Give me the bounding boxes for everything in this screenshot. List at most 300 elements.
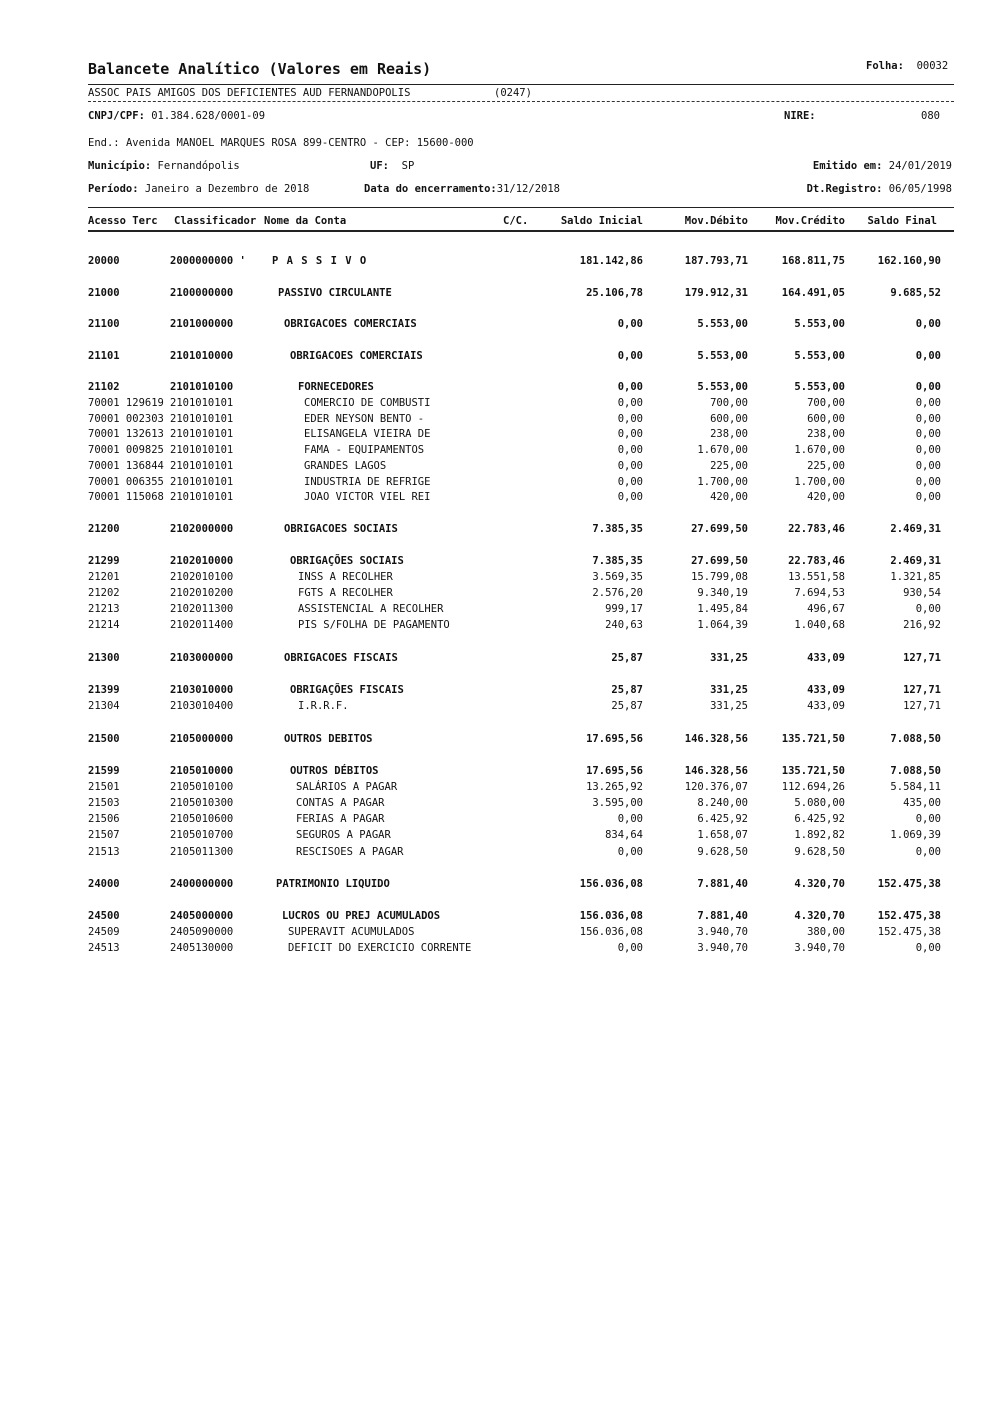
account-code: 21100 <box>88 318 120 330</box>
saldo-inicial: 25.106,78 <box>586 287 643 299</box>
periodo <box>88 183 309 195</box>
saldo-inicial: 25,87 <box>611 652 643 664</box>
account-name: DEFICIT DO EXERCICIO CORRENTE <box>288 942 472 954</box>
classifier: 2102011400 <box>170 619 234 631</box>
saldo-inicial: 17.695,56 <box>586 765 643 777</box>
account-name: EDER NEYSON BENTO - <box>304 413 425 425</box>
saldo-final: 152.475,38 <box>877 910 941 922</box>
page-number <box>866 60 948 72</box>
account-name: FORNECEDORES <box>298 381 374 393</box>
account-name: OBRIGACOES FISCAIS <box>284 652 398 664</box>
table-row <box>0 781 992 796</box>
saldo-inicial: 0,00 <box>617 428 643 440</box>
saldo-final: 435,00 <box>903 797 941 809</box>
classifier: 2405130000 <box>170 942 234 954</box>
saldo-final: 5.584,11 <box>890 781 941 793</box>
mov-credito: 5.553,00 <box>794 318 845 330</box>
mov-credito: 135.721,50 <box>781 733 845 745</box>
municipio <box>88 160 240 172</box>
mov-debito: 120.376,07 <box>684 781 748 793</box>
mov-credito: 5.080,00 <box>794 797 845 809</box>
uf-label: UF: <box>370 160 389 172</box>
classifier: 2105000000 <box>170 733 234 745</box>
saldo-inicial: 0,00 <box>617 444 643 456</box>
mov-credito: 433,09 <box>807 700 845 712</box>
saldo-inicial: 3.569,35 <box>592 571 643 583</box>
saldo-final: 152.475,38 <box>877 878 941 890</box>
address-label: End.: <box>88 137 120 149</box>
col-mov-debito: Mov.Débito <box>684 215 748 227</box>
account-name: SEGUROS A PAGAR <box>296 829 391 841</box>
classifier: 2101010000 <box>170 350 234 362</box>
mov-credito: 600,00 <box>807 413 845 425</box>
columns-bottom-rule <box>88 230 954 232</box>
folha-value: 00032 <box>916 60 949 72</box>
table-row <box>0 878 992 893</box>
classifier: 2405000000 <box>170 910 234 922</box>
account-name: OBRIGACOES COMERCIAIS <box>290 350 423 362</box>
account-code: 21599 <box>88 765 120 777</box>
saldo-final: 2.469,31 <box>890 555 941 567</box>
cnpj-label: CNPJ/CPF: <box>88 110 145 122</box>
saldo-inicial: 0,00 <box>617 846 643 858</box>
saldo-inicial: 2.576,20 <box>592 587 643 599</box>
account-name: P A S S I V O <box>272 255 368 267</box>
account-name: COMERCIO DE COMBUSTI <box>304 397 431 409</box>
col-saldo-final: Saldo Final <box>867 215 937 227</box>
saldo-final: 0,00 <box>915 460 941 472</box>
saldo-final: 0,00 <box>915 813 941 825</box>
account-name: ELISANGELA VIEIRA DE <box>304 428 431 440</box>
account-name: I.R.R.F. <box>298 700 349 712</box>
account-code: 70001 129619 <box>88 397 164 409</box>
account-name: FERIAS A PAGAR <box>296 813 385 825</box>
table-row <box>0 813 992 828</box>
emitido-value: 24/01/2019 <box>888 160 952 172</box>
mov-debito: 3.940,70 <box>697 942 748 954</box>
classifier: 2101010101 <box>170 397 234 409</box>
mov-debito: 331,25 <box>710 700 748 712</box>
saldo-inicial: 0,00 <box>617 350 643 362</box>
table-row <box>0 700 992 715</box>
classifier: 2102010200 <box>170 587 234 599</box>
saldo-final: 0,00 <box>915 413 941 425</box>
mov-debito: 3.940,70 <box>697 926 748 938</box>
entity-code: (0247) <box>494 87 532 99</box>
account-code: 21506 <box>88 813 120 825</box>
classifier: 2400000000 <box>170 878 234 890</box>
uf <box>370 160 414 172</box>
account-code: 21200 <box>88 523 120 535</box>
folha-label: Folha: <box>866 60 904 72</box>
table-row <box>0 460 992 475</box>
saldo-final: 0,00 <box>915 444 941 456</box>
account-name: INSS A RECOLHER <box>298 571 393 583</box>
table-row <box>0 350 992 365</box>
registro <box>807 183 952 195</box>
mov-credito: 1.892,82 <box>794 829 845 841</box>
mov-debito: 1.700,00 <box>697 476 748 488</box>
classifier: 2101010101 <box>170 413 234 425</box>
encerramento-value: 31/12/2018 <box>496 183 560 195</box>
mov-credito: 7.694,53 <box>794 587 845 599</box>
account-name: OBRIGAÇÕES FISCAIS <box>290 684 404 696</box>
classifier: 2101010101 <box>170 491 234 503</box>
mov-debito: 238,00 <box>710 428 748 440</box>
classifier: 2105010300 <box>170 797 234 809</box>
col-classificador: Classificador <box>174 215 257 227</box>
saldo-inicial: 3.595,00 <box>592 797 643 809</box>
mov-debito: 146.328,56 <box>684 733 748 745</box>
account-code: 21201 <box>88 571 120 583</box>
classifier: 2105010100 <box>170 781 234 793</box>
mov-debito: 420,00 <box>710 491 748 503</box>
mov-credito: 4.320,70 <box>794 878 845 890</box>
account-code: 21500 <box>88 733 120 745</box>
mov-debito: 15.799,08 <box>691 571 748 583</box>
table-row <box>0 910 992 925</box>
classifier: 2103010400 <box>170 700 234 712</box>
periodo-label: Período: <box>88 183 139 195</box>
account-code: 21101 <box>88 350 120 362</box>
cnpj <box>88 110 265 122</box>
classifier: 2103010000 <box>170 684 234 696</box>
account-name: LUCROS OU PREJ ACUMULADOS <box>282 910 441 922</box>
saldo-final: 7.088,50 <box>890 765 941 777</box>
mov-credito: 1.700,00 <box>794 476 845 488</box>
saldo-inicial: 0,00 <box>617 942 643 954</box>
table-row <box>0 287 992 302</box>
emitido-label: Emitido em: <box>812 160 883 172</box>
saldo-final: 0,00 <box>915 350 941 362</box>
saldo-inicial: 181.142,86 <box>579 255 643 267</box>
emitido <box>813 160 952 172</box>
table-row <box>0 444 992 459</box>
saldo-inicial: 0,00 <box>617 397 643 409</box>
account-name: OBRIGAÇÕES SOCIAIS <box>290 555 404 567</box>
account-name: FGTS A RECOLHER <box>298 587 393 599</box>
saldo-final: 930,54 <box>903 587 941 599</box>
classifier: 2103000000 <box>170 652 234 664</box>
table-row <box>0 413 992 428</box>
table-row <box>0 381 992 396</box>
saldo-final: 7.088,50 <box>890 733 941 745</box>
table-row <box>0 926 992 941</box>
classifier: 2405090000 <box>170 926 234 938</box>
mov-credito: 238,00 <box>807 428 845 440</box>
mov-credito: 135.721,50 <box>781 765 845 777</box>
account-code: 21213 <box>88 603 120 615</box>
account-code: 21214 <box>88 619 120 631</box>
saldo-inicial: 156.036,08 <box>579 910 643 922</box>
header-rule <box>88 84 954 85</box>
saldo-inicial: 156.036,08 <box>579 926 643 938</box>
saldo-inicial: 25,87 <box>611 684 643 696</box>
encerramento-label: Data do encerramento: <box>364 183 497 195</box>
mov-credito: 5.553,00 <box>794 381 845 393</box>
saldo-inicial: 7.385,35 <box>592 523 643 535</box>
account-code: 21513 <box>88 846 120 858</box>
table-row <box>0 587 992 602</box>
account-code: 21299 <box>88 555 120 567</box>
table-row <box>0 491 992 506</box>
saldo-final: 0,00 <box>915 428 941 440</box>
table-row <box>0 684 992 699</box>
classifier: 2000000000 ' <box>170 255 246 267</box>
account-name: INDUSTRIA DE REFRIGE <box>304 476 431 488</box>
saldo-final: 127,71 <box>903 700 941 712</box>
municipio-label: Município: <box>88 160 152 172</box>
table-row <box>0 555 992 570</box>
account-code: 70001 136844 <box>88 460 164 472</box>
account-code: 24513 <box>88 942 120 954</box>
saldo-inicial: 17.695,56 <box>586 733 643 745</box>
mov-debito: 700,00 <box>710 397 748 409</box>
saldo-inicial: 240,63 <box>605 619 643 631</box>
account-name: SALÁRIOS A PAGAR <box>296 781 398 793</box>
saldo-final: 0,00 <box>915 942 941 954</box>
mov-debito: 9.340,19 <box>697 587 748 599</box>
mov-credito: 112.694,26 <box>781 781 845 793</box>
table-row <box>0 765 992 780</box>
report-title: Balancete Analítico (Valores em Reais) <box>88 60 432 78</box>
saldo-inicial: 999,17 <box>605 603 643 615</box>
saldo-final: 0,00 <box>915 318 941 330</box>
address-value: Avenida MANOEL MARQUES ROSA 899-CENTRO - CEP: 15600-000 <box>125 137 474 149</box>
table-row <box>0 603 992 618</box>
mov-credito: 9.628,50 <box>794 846 845 858</box>
mov-credito: 225,00 <box>807 460 845 472</box>
saldo-inicial: 25,87 <box>611 700 643 712</box>
col-acesso: Acesso Terc <box>88 215 158 227</box>
table-row <box>0 829 992 844</box>
classifier: 2102000000 <box>170 523 234 535</box>
mov-debito: 27.699,50 <box>691 523 748 535</box>
saldo-final: 0,00 <box>915 476 941 488</box>
saldo-inicial: 0,00 <box>617 460 643 472</box>
account-name: JOAO VICTOR VIEL REI <box>304 491 431 503</box>
mov-debito: 146.328,56 <box>684 765 748 777</box>
classifier: 2100000000 <box>170 287 234 299</box>
mov-debito: 331,25 <box>710 652 748 664</box>
account-code: 70001 002303 <box>88 413 164 425</box>
classifier: 2101010101 <box>170 444 234 456</box>
classifier: 2101000000 <box>170 318 234 330</box>
classifier: 2105010600 <box>170 813 234 825</box>
mov-credito: 6.425,92 <box>794 813 845 825</box>
mov-debito: 5.553,00 <box>697 350 748 362</box>
classifier: 2102010100 <box>170 571 234 583</box>
account-code: 21300 <box>88 652 120 664</box>
account-code: 70001 009825 <box>88 444 164 456</box>
saldo-final: 1.321,85 <box>890 571 941 583</box>
encerramento <box>364 183 560 195</box>
nire-label: NIRE: <box>784 110 816 122</box>
saldo-inicial: 0,00 <box>617 476 643 488</box>
saldo-inicial: 0,00 <box>617 491 643 503</box>
table-row <box>0 318 992 333</box>
account-name: PIS S/FOLHA DE PAGAMENTO <box>298 619 450 631</box>
mov-credito: 22.783,46 <box>788 523 845 535</box>
saldo-final: 0,00 <box>915 846 941 858</box>
account-code: 21501 <box>88 781 120 793</box>
account-code: 21507 <box>88 829 120 841</box>
mov-debito: 5.553,00 <box>697 318 748 330</box>
saldo-final: 0,00 <box>915 491 941 503</box>
account-name: GRANDES LAGOS <box>304 460 387 472</box>
mov-credito: 496,67 <box>807 603 845 615</box>
mov-debito: 1.658,07 <box>697 829 748 841</box>
account-code: 21202 <box>88 587 120 599</box>
saldo-inicial: 156.036,08 <box>579 878 643 890</box>
mov-debito: 1.670,00 <box>697 444 748 456</box>
saldo-inicial: 0,00 <box>617 813 643 825</box>
mov-debito: 7.881,40 <box>697 878 748 890</box>
saldo-final: 127,71 <box>903 684 941 696</box>
saldo-inicial: 834,64 <box>605 829 643 841</box>
mov-credito: 380,00 <box>807 926 845 938</box>
mov-credito: 22.783,46 <box>788 555 845 567</box>
account-code: 70001 132613 <box>88 428 164 440</box>
account-code: 21304 <box>88 700 120 712</box>
classifier: 2101010101 <box>170 460 234 472</box>
entity-rule <box>88 101 954 102</box>
table-row <box>0 523 992 538</box>
account-name: OUTROS DEBITOS <box>284 733 373 745</box>
mov-debito: 1.064,39 <box>697 619 748 631</box>
registro-value: 06/05/1998 <box>888 183 952 195</box>
address <box>88 137 474 149</box>
classifier: 2102010000 <box>170 555 234 567</box>
mov-credito: 433,09 <box>807 652 845 664</box>
mov-debito: 600,00 <box>710 413 748 425</box>
classifier: 2101010100 <box>170 381 234 393</box>
saldo-final: 127,71 <box>903 652 941 664</box>
table-row <box>0 652 992 667</box>
mov-credito: 433,09 <box>807 684 845 696</box>
table-row <box>0 428 992 443</box>
saldo-final: 9.685,52 <box>890 287 941 299</box>
columns-top-rule <box>88 207 954 208</box>
mov-debito: 1.495,84 <box>697 603 748 615</box>
table-row <box>0 619 992 634</box>
mov-credito: 1.670,00 <box>794 444 845 456</box>
saldo-final: 2.469,31 <box>890 523 941 535</box>
classifier: 2102011300 <box>170 603 234 615</box>
table-row <box>0 942 992 957</box>
account-code: 21000 <box>88 287 120 299</box>
account-name: CONTAS A PAGAR <box>296 797 385 809</box>
classifier: 2101010101 <box>170 428 234 440</box>
mov-debito: 225,00 <box>710 460 748 472</box>
saldo-final: 216,92 <box>903 619 941 631</box>
mov-credito: 13.551,58 <box>788 571 845 583</box>
col-saldo-inicial: Saldo Inicial <box>560 215 643 227</box>
account-code: 21102 <box>88 381 120 393</box>
account-code: 24000 <box>88 878 120 890</box>
col-mov-credito: Mov.Crédito <box>775 215 845 227</box>
saldo-final: 0,00 <box>915 381 941 393</box>
table-row <box>0 733 992 748</box>
account-code: 24509 <box>88 926 120 938</box>
account-code: 21503 <box>88 797 120 809</box>
mov-debito: 9.628,50 <box>697 846 748 858</box>
account-name: OBRIGACOES COMERCIAIS <box>284 318 417 330</box>
mov-credito: 4.320,70 <box>794 910 845 922</box>
col-nome: Nome da Conta <box>264 215 347 227</box>
nire-value: 080 <box>921 110 940 122</box>
account-code: 21399 <box>88 684 120 696</box>
col-cc: C/C. <box>503 215 529 227</box>
table-row <box>0 255 992 270</box>
periodo-value: Janeiro a Dezembro de 2018 <box>144 183 310 195</box>
saldo-inicial: 0,00 <box>617 381 643 393</box>
account-code: 70001 115068 <box>88 491 164 503</box>
saldo-inicial: 0,00 <box>617 413 643 425</box>
account-name: ASSISTENCIAL A RECOLHER <box>298 603 444 615</box>
account-code: 24500 <box>88 910 120 922</box>
uf-value: SP <box>401 160 415 172</box>
saldo-inicial: 13.265,92 <box>586 781 643 793</box>
table-row <box>0 476 992 491</box>
mov-credito: 5.553,00 <box>794 350 845 362</box>
account-name: PASSIVO CIRCULANTE <box>278 287 392 299</box>
mov-debito: 7.881,40 <box>697 910 748 922</box>
account-name: PATRIMONIO LIQUIDO <box>276 878 390 890</box>
mov-debito: 179.912,31 <box>684 287 748 299</box>
saldo-final: 0,00 <box>915 603 941 615</box>
mov-credito: 168.811,75 <box>781 255 845 267</box>
account-code: 70001 006355 <box>88 476 164 488</box>
classifier: 2101010101 <box>170 476 234 488</box>
entity-name: ASSOC PAIS AMIGOS DOS DEFICIENTES AUD FERNANDOPOLIS <box>88 87 411 99</box>
saldo-final: 1.069,39 <box>890 829 941 841</box>
registro-label: Dt.Registro: <box>806 183 883 195</box>
table-row <box>0 571 992 586</box>
municipio-value: Fernandópolis <box>157 160 240 172</box>
account-name: OUTROS DÉBITOS <box>290 765 379 777</box>
classifier: 2105010000 <box>170 765 234 777</box>
mov-debito: 27.699,50 <box>691 555 748 567</box>
account-code: 20000 <box>88 255 120 267</box>
saldo-inicial: 0,00 <box>617 318 643 330</box>
saldo-final: 162.160,90 <box>877 255 941 267</box>
mov-debito: 5.553,00 <box>697 381 748 393</box>
mov-debito: 331,25 <box>710 684 748 696</box>
table-row <box>0 797 992 812</box>
column-header-row <box>0 215 992 230</box>
table-row <box>0 846 992 861</box>
mov-credito: 3.940,70 <box>794 942 845 954</box>
table-row <box>0 397 992 412</box>
mov-debito: 187.793,71 <box>684 255 748 267</box>
mov-credito: 700,00 <box>807 397 845 409</box>
saldo-final: 0,00 <box>915 397 941 409</box>
mov-credito: 164.491,05 <box>781 287 845 299</box>
cnpj-value: 01.384.628/0001-09 <box>151 110 266 122</box>
mov-debito: 8.240,00 <box>697 797 748 809</box>
saldo-inicial: 7.385,35 <box>592 555 643 567</box>
mov-credito: 420,00 <box>807 491 845 503</box>
account-name: SUPERAVIT ACUMULADOS <box>288 926 415 938</box>
mov-credito: 1.040,68 <box>794 619 845 631</box>
account-name: OBRIGACOES SOCIAIS <box>284 523 398 535</box>
account-name: FAMA - EQUIPAMENTOS <box>304 444 425 456</box>
classifier: 2105010700 <box>170 829 234 841</box>
account-name: RESCISOES A PAGAR <box>296 846 404 858</box>
classifier: 2105011300 <box>170 846 234 858</box>
saldo-final: 152.475,38 <box>877 926 941 938</box>
